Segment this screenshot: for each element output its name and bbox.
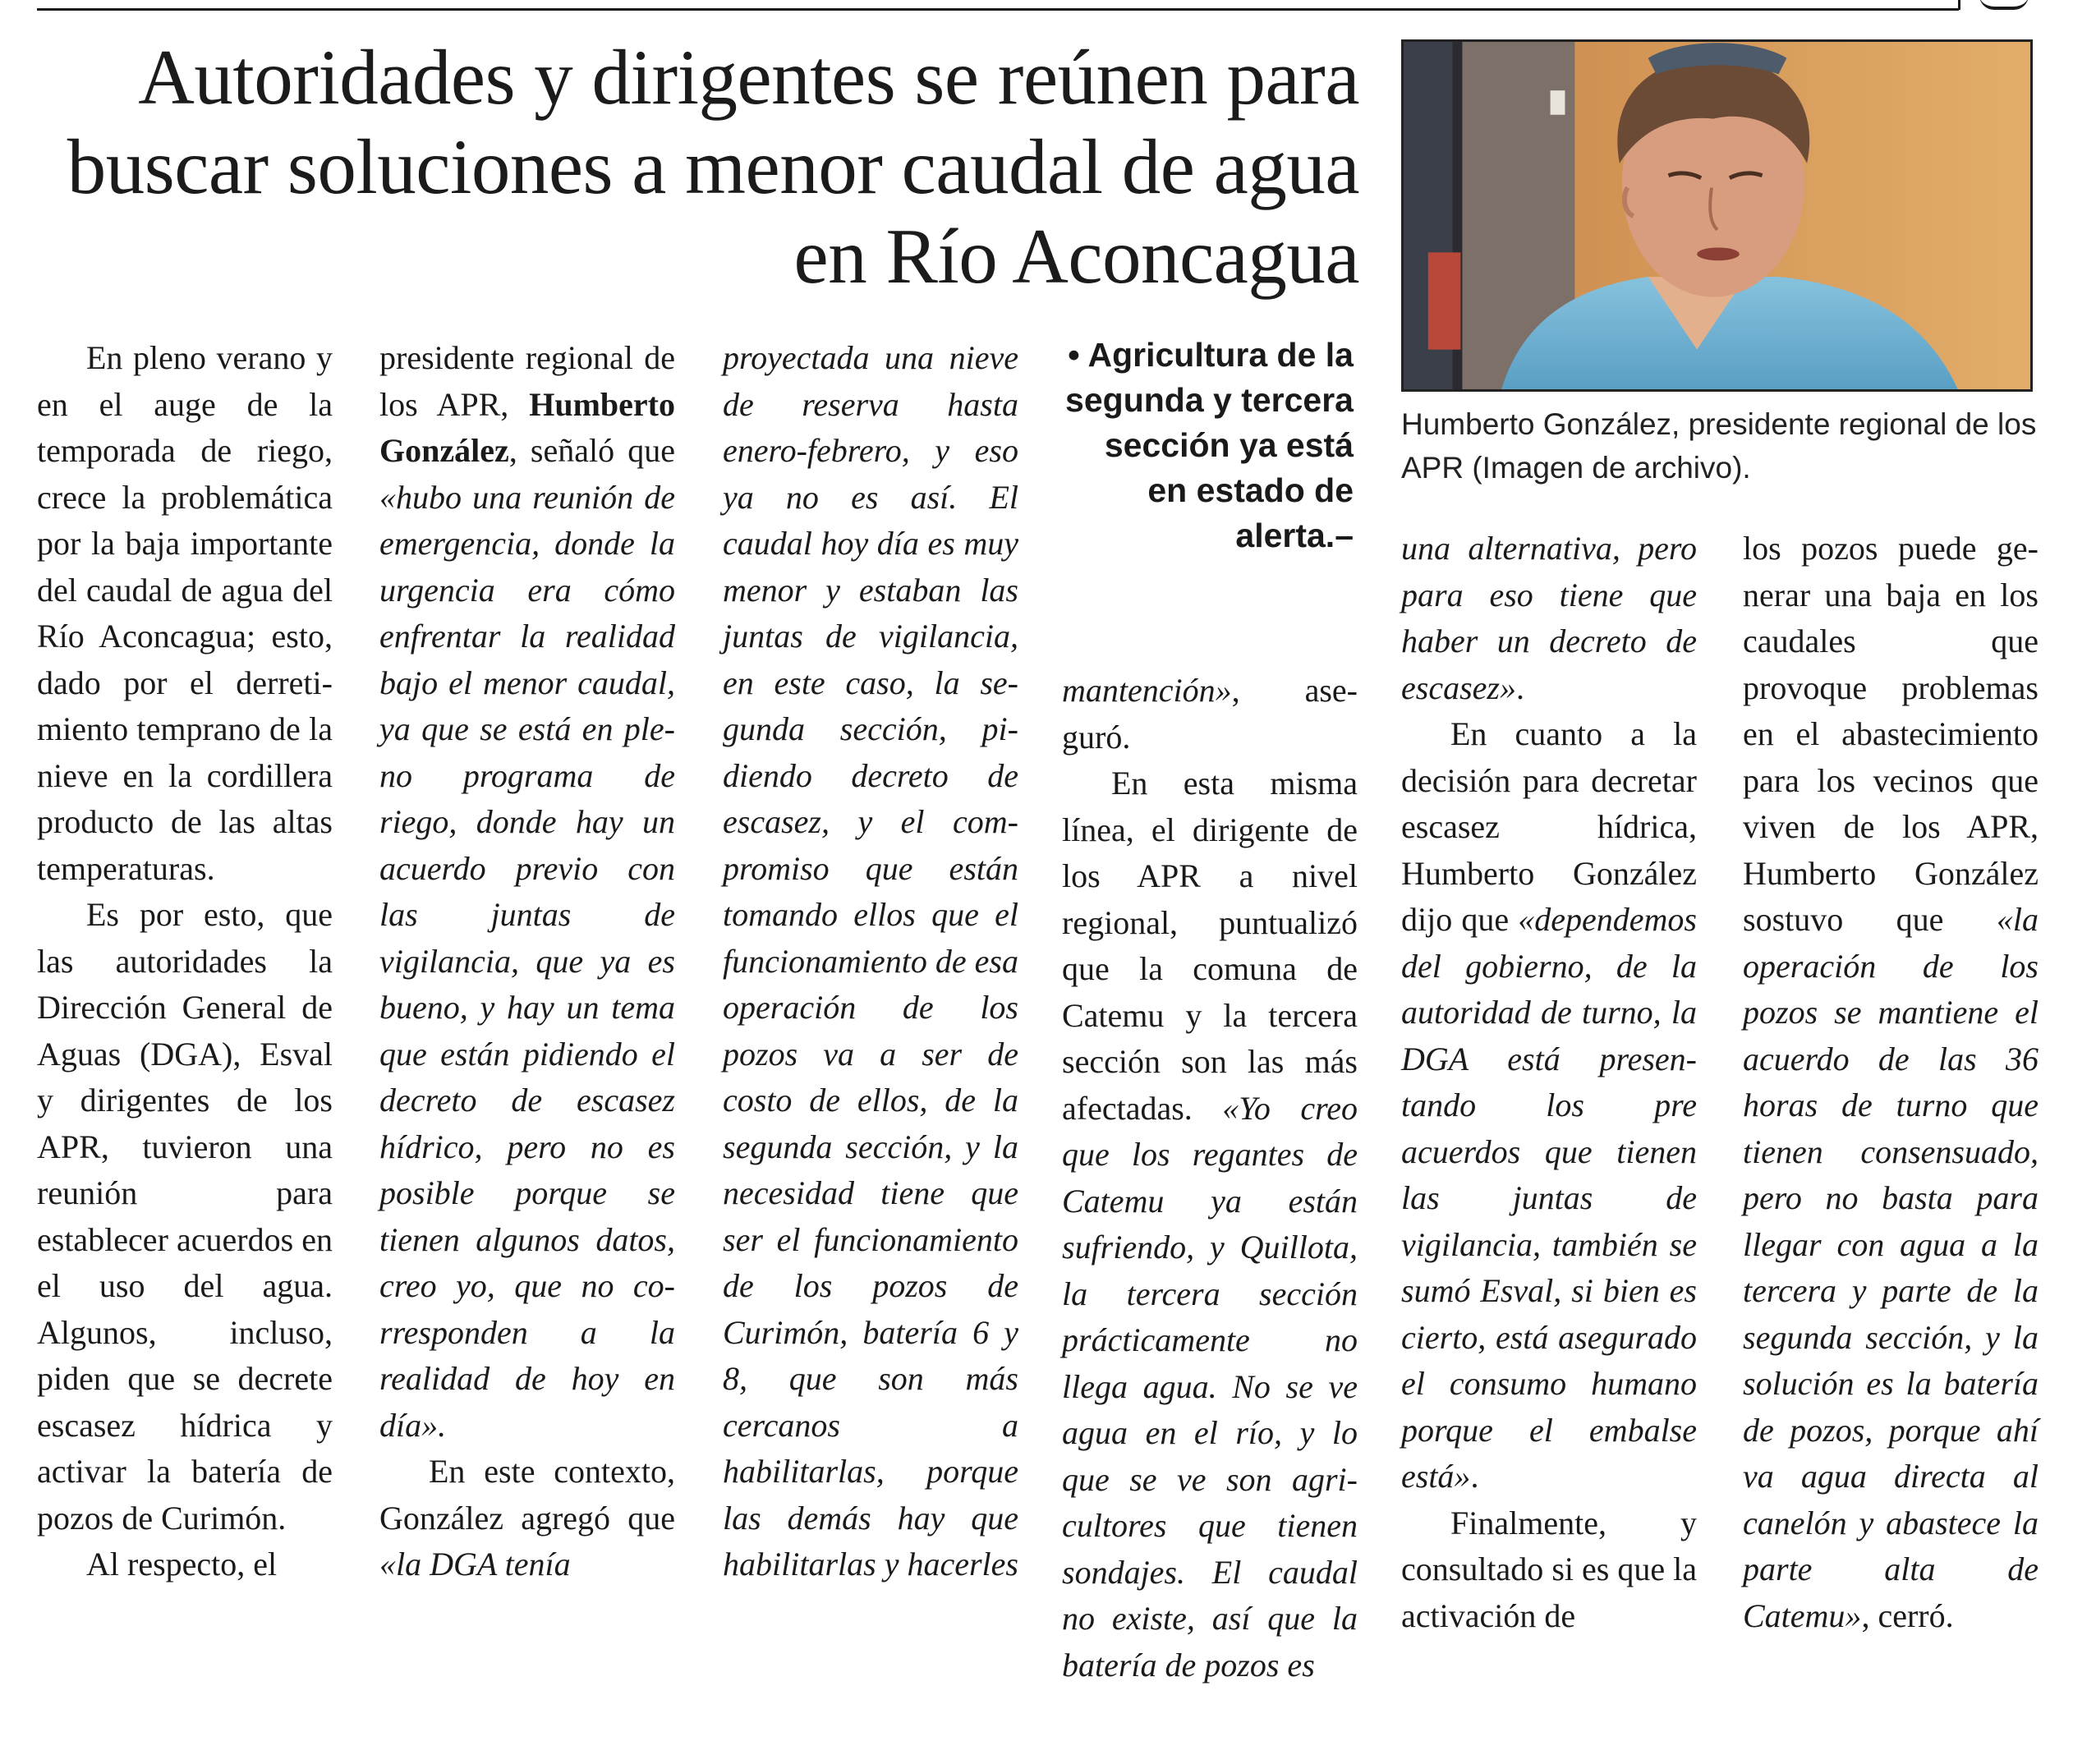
article-column-6 [1743,526,2039,1639]
quote: «la DGA tenía [379,1546,571,1583]
quote: una alternativa, pero para eso tiene que haber un decreto de escasez» [1401,530,1697,706]
text-run: , señaló que [508,432,675,469]
photo-caption: Humberto González, presidente regional de los APR (Imagen de archivo). [1401,407,2037,485]
article-column-2 [379,335,675,1588]
quote: mantención» [1062,672,1232,709]
article-column-1 [37,335,333,1588]
portrait-photo [1401,39,2033,392]
paragraph: Al respecto, el [86,1546,278,1583]
column-tick [1958,0,1960,10]
paragraph [1401,711,1697,1500]
pull-quote: • Agricultura de la segunda y tercera sección ya está en estado de alerta.– [1065,336,1354,554]
paragraph [379,335,675,1449]
paragraph [1062,760,1358,1688]
quote: «Yo creo que los regantes de Catemu ya están sufriendo, y Quillota, la tercera sección prácticamente no llega agua. No se ve agua en el río, y lo que se ve son agricultores que tienen sondajes. El caudal no existe, así que la batería de pozos es [1062,1089,1358,1684]
paragraph: Es por esto, que las autoridades la Dirección General de Aguas (DGA), Esval y dirigentes de los APR, tuvieron una reunión para establecer acuerdos en el uso del agua. Algunos, incluso, piden que se decrete escasez hídrica y activar la batería de pozos de Curimón. [37,896,333,1537]
text-run: En este contexto, González agregó que [379,1453,675,1537]
quote: proyectada una nieve de reserva hasta enero-febrero, y eso ya no es así. El caudal hoy día es muy menor y estaban las juntas de vigilancia, en este caso, la segunda sección, pidiendo decreto de escasez, y el compromiso que están tomando ellos que el funcionamiento de esa operación de los pozos va a ser de costo de ellos, de la segunda sección, y la necesidad tiene que ser el funcionamiento de los pozos de Curimón, batería 6 y 8, que son más cercanos a habilitarlas, porque las demás hay que habilitarlas y hacerles [723,339,1018,1583]
article-column-3 [723,335,1018,1588]
top-rule [37,8,1959,11]
text-run: , cerró. [1861,1596,1954,1634]
page-corner-mark [1979,0,2029,10]
paragraph [1401,526,1697,711]
article-column-4 [1062,668,1358,1688]
paragraph [1743,526,2039,1639]
text-run: . [1515,668,1524,706]
paragraph [379,1449,675,1588]
paragraph [1062,668,1358,760]
article-column-5 [1401,526,1697,1639]
paragraph: Finalmente, y consultado si es que la activación de [1401,1504,1697,1634]
headline: Autoridades y dirigentes se reúnen para buscar soluciones a menor caudal de agua en Río Aconcagua [67,34,1359,300]
quote: «dependemos del gobierno, de la autoridad de turno, la DGA está presentando los pre acuerdos que tienen las juntas de vigilancia, también se sumó Esval, si bien es cierto, está asegurado el consumo humano porque el embalse está» [1401,901,1697,1495]
text-run: presidente regional de los APR, [379,339,675,423]
quote: «la operación de los pozos se mantiene el acuerdo de las 36 horas de turno que tienen consensuado, pero no basta para llegar con agua a la tercera y parte de la segunda sección, y la solución es la batería de pozos, porque ahí va agua directa al canelón y abastece la parte alta de Catemu» [1743,901,2039,1634]
person-name: Humberto González [379,385,675,469]
text-run: , aseguró. [1062,672,1358,756]
text-run: En esta misma línea, el dirigente de los APR a nivel regional, puntualizó que la comuna de Catemu y la tercera sección son las más afectadas. [1062,765,1358,1127]
quote: «hubo una reunión de emergencia, donde la urgencia era cómo enfrentar la realidad bajo el menor caudal, ya que se está en pleno programa de riego, donde hay un acuerdo previo con las juntas de vigilancia, que ya es bueno, y hay un tema que están pidiendo el decreto de escasez hídrico, pero no es posible porque se tienen algunos datos, creo yo, que no corresponden a la realidad de hoy en día». [379,478,675,1444]
text-run: En cuanto a la decisión para decretar escasez hídrica, Humberto González dijo que [1401,715,1697,938]
portrait-illustration [1404,42,2030,389]
text-run: los pozos puede generar una baja en los caudales que provoque problemas en el abastecimiento para los vecinos que viven de los APR, Humberto González sostuvo que [1743,530,2039,938]
text-run: . [1470,1458,1479,1495]
paragraph: En pleno verano y en el auge de la temporada de riego, crece la problemática por la baja importante del caudal de agua del Río Aconcagua; esto, dado por el derretimiento temprano de la nieve en la cordillera producto de las altas temperaturas. [37,339,333,887]
